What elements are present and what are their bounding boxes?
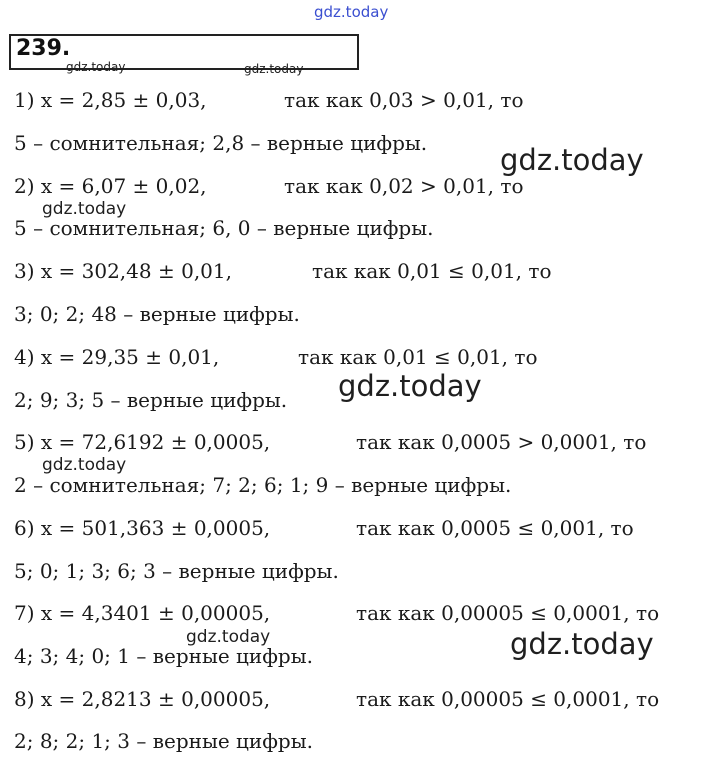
watermark: gdz.today (314, 3, 389, 21)
watermark: gdz.today (42, 199, 127, 219)
watermark: gdz.today (186, 627, 271, 647)
watermark: gdz.today (66, 60, 126, 74)
watermark: gdz.today (338, 369, 482, 403)
solution-page: gdz.today 239. gdz.today gdz.today 1) x = 2,85 ± 0,03, так как 0,03 > 0,01, то 5 – сомнительная; 2,8 – верные цифры. gdz.today 2) x = 6,07 ± 0,02, так как 0,02 > 0,01, то gdz.today 5 – сомнительная; 6, 0 – верные цифры. 3) x = 302,48 ± 0,01, так как 0,01 ≤ 0,01, то 3; 0; 2; 48 – верные цифры. 4) x = 29,35 ± 0,01, так как 0,01 ≤ 0,01, то gdz.today 2; 9; 3; 5 – верные цифры. 5) x = 72,6192 ± 0,0005, так как 0,0005 > 0,0001, то gdz.today 2 – сомнительная; 7; 2; 6; 1; 9 – верные цифры. 6) x = 501,363 ± 0,0005, так как 0,0005 ≤ 0,001, то 5; 0; 1; 3; 6; 3 – верные цифры. 7) x = 4,3401 ± 0,00005, так как 0,00005 ≤ 0,0001, то gdz.today gdz.today 4; 3; 4; 0; 1 – верные цифры. 8) x = 2,8213 ± 0,00005, так как 0,00005 ≤ 0,0001, то 2; 8; 2; 1; 3 – верные цифры. (0, 0, 714, 763)
watermark: gdz.today (42, 455, 127, 475)
watermark: gdz.today (500, 143, 644, 177)
watermark: gdz.today (510, 627, 654, 661)
watermark: gdz.today (244, 62, 304, 76)
problem-number: 239. (16, 36, 71, 61)
